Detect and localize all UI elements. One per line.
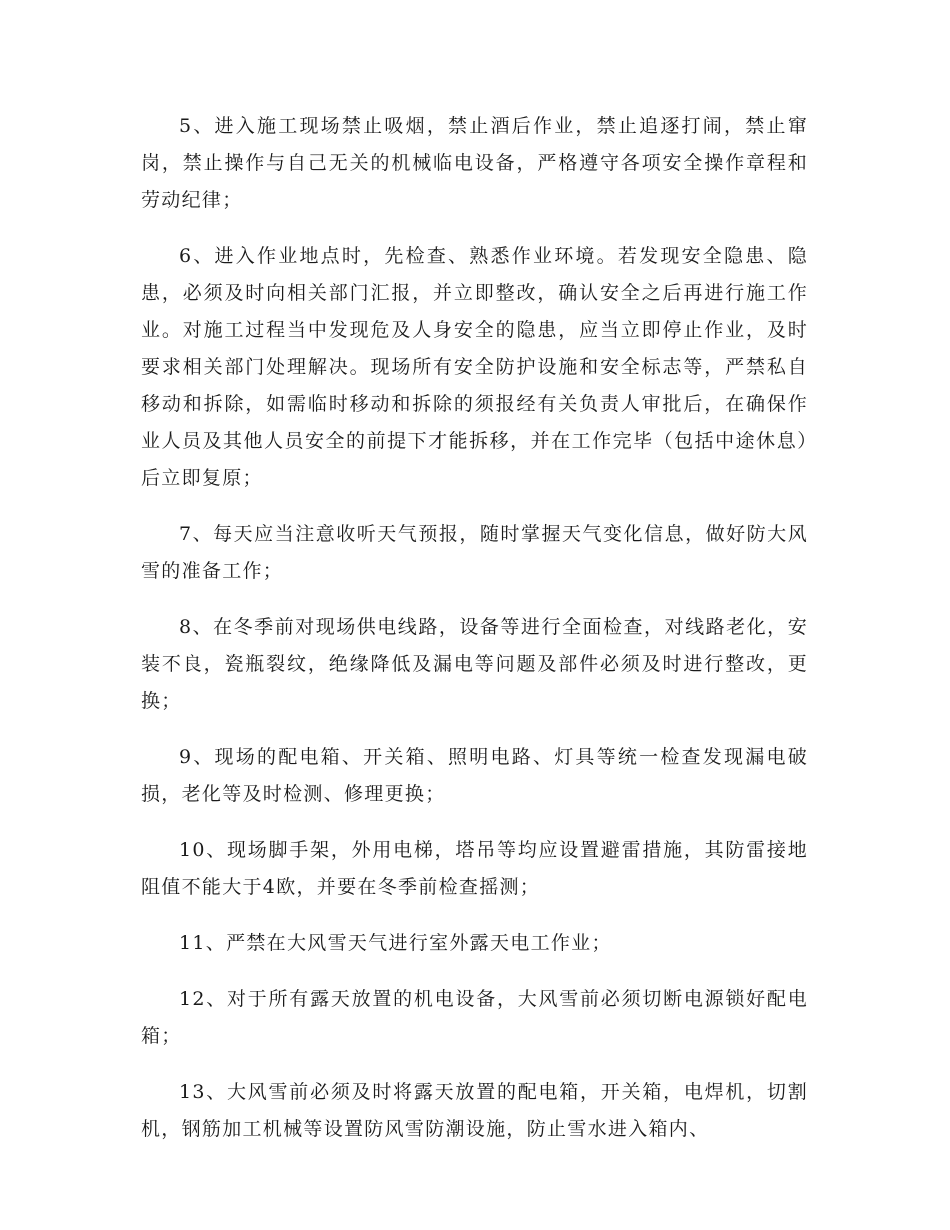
paragraph-item-6: 6、进入作业地点时，先检查、熟悉作业环境。若发现安全隐患、隐患，必须及时向相关部门汇报，并立即整改，确认安全之后再进行施工作业。对施工过程当中发现危及人身安全的隐患，应当立即停止作业，及时要求相关部门处理解决。现场所有安全防护设施和安全标志等，严禁私自移动和拆除，如需临时移动和拆除的须报经有关负责人审批后，在确保作业人员及其他人员安全的前提下才能拆移，并在工作完毕（包括中途休息）后立即复原；	[141, 245, 808, 489]
paragraph-item-10: 10、现场脚手架，外用电梯，塔吊等均应设置避雷措施，其防雷接地阻值不能大于4欧，并要在冬季前检查摇测；	[141, 839, 808, 898]
paragraph-item-7: 7、每天应当注意收听天气预报，随时掌握天气变化信息，做好防大风雪的准备工作；	[141, 523, 808, 582]
paragraph-item-13: 13、大风雪前必须及时将露天放置的配电箱，开关箱，电焊机，切割机，钢筋加工机械等设置防风雪防潮设施，防止雪水进入箱内、	[141, 1081, 808, 1140]
paragraph-item-9: 9、现场的配电箱、开关箱、照明电路、灯具等统一检查发现漏电破损，老化等及时检测、修理更换；	[141, 746, 808, 805]
paragraph-item-5: 5、进入施工现场禁止吸烟，禁止酒后作业，禁止追逐打闹，禁止窜岗，禁止操作与自己无关的机械临电设备，严格遵守各项安全操作章程和劳动纪律；	[141, 115, 808, 211]
paragraph-item-11: 11、严禁在大风雪天气进行室外露天电工作业；	[179, 932, 612, 954]
paragraph-item-8: 8、在冬季前对现场供电线路，设备等进行全面检查，对线路老化，安装不良，瓷瓶裂纹，绝缘降低及漏电等问题及部件必须及时进行整改，更换；	[141, 616, 808, 712]
document-body	[141, 108, 808, 1167]
paragraph-item-12: 12、对于所有露天放置的机电设备，大风雪前必须切断电源锁好配电箱；	[141, 988, 808, 1047]
